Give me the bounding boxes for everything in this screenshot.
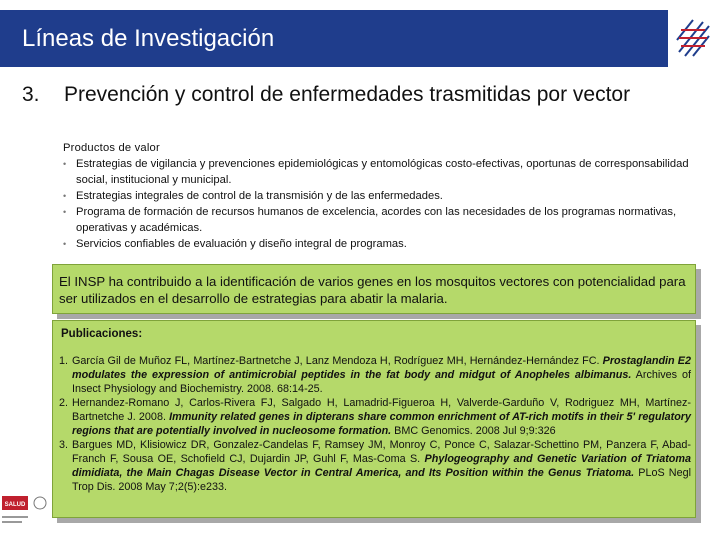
publication-item: [59, 354, 691, 396]
publication-number: 2.: [59, 397, 69, 409]
svg-text:SALUD: SALUD: [4, 502, 26, 508]
publications-title: Publicaciones:: [61, 328, 143, 340]
publication-authors: Hernandez-Romano J, Carlos-Rivera FJ, Salgado H, Lamadrid-Figueroa H, Valverde-Garduño V, Rodriguez MH, Martínez-Bartnetche J. 2008.: [72, 397, 691, 423]
salud-logo-icon: [0, 490, 50, 540]
products-list: [63, 156, 693, 252]
products-block: [63, 140, 693, 252]
highlight-box: [52, 264, 696, 314]
publication-number: 1.: [59, 355, 69, 367]
publication-source: BMC Genomics. 2008 Jul 9;9:326: [394, 425, 556, 437]
list-item: • Estrategias integrales de control de la transmisión y de las enfermedades.: [63, 188, 693, 204]
list-item: • Programa de formación de recursos humanos de excelencia, acordes con las necesidades de los programas normativas, operativas y académicas.: [63, 204, 693, 236]
publication-authors: Bargues MD, Klisiowicz DR, Gonzalez-Candelas F, Ramsey JM, Monroy C, Ponce C, Salazar-Schettino PM, Panzera F, Abad-Franch F, Sousa OE, Schofield CJ, Dujardin JP, Guhl F, Mas-Coma S.: [72, 439, 691, 465]
section-title: Prevención y control de enfermedades trasmitidas por vector: [64, 83, 631, 106]
publication-item: [59, 438, 691, 494]
publication-number: 3.: [59, 439, 69, 451]
publication-title: Immunity related genes in dipterans share common enrichment of AT-rich motifs in their 5' regulatory regions that are potentially involved in nucleosome formation.: [72, 411, 691, 437]
publications-list: [59, 354, 691, 494]
list-item: • Estrategias de vigilancia y prevenciones epidemiológicas y entomológicas costo-efectivas, oportunas de corresponsabilidad social, institucional y municipal.: [63, 156, 693, 188]
list-item: • Servicios confiables de evaluación y diseño integral de programas.: [63, 236, 693, 252]
publication-authors: García Gil de Muñoz FL, Martínez-Bartnetche J, Lanz Mendoza H, Rodríguez MH, Hernández-Hernández FC.: [72, 355, 600, 367]
highlight-text: El INSP ha contribuido a la identificación de varios genes en los mosquitos vectores con potencialidad para ser utilizados en el desarrollo de estrategias para abatir la malaria.: [59, 274, 686, 306]
publication-title: Prostaglandin E2 modulates the expression of antimicrobial peptides in the fat body and midgut of Anopheles albimanus.: [72, 355, 691, 381]
publication-item: [59, 396, 691, 438]
publication-title: Phylogeography and Genetic Variation of Triatoma dimidiata, the Main Chagas Disease Vector in Central America, and Its Position within the Genus Triatoma.: [72, 453, 692, 479]
publication-source: PLoS Negl Trop Dis. 2008 May 7;2(5):e233.: [72, 467, 692, 493]
page-title: Líneas de Investigación: [22, 25, 275, 52]
insp-logo-icon: [673, 16, 713, 60]
publication-source: Archives of Insect Physiology and Biochemistry. 2008. 68:14-25.: [72, 369, 692, 395]
products-title: Productos de valor: [63, 142, 160, 154]
header-bar: [0, 10, 668, 67]
publications-box: [52, 320, 696, 518]
section-number: 3.: [22, 83, 40, 106]
